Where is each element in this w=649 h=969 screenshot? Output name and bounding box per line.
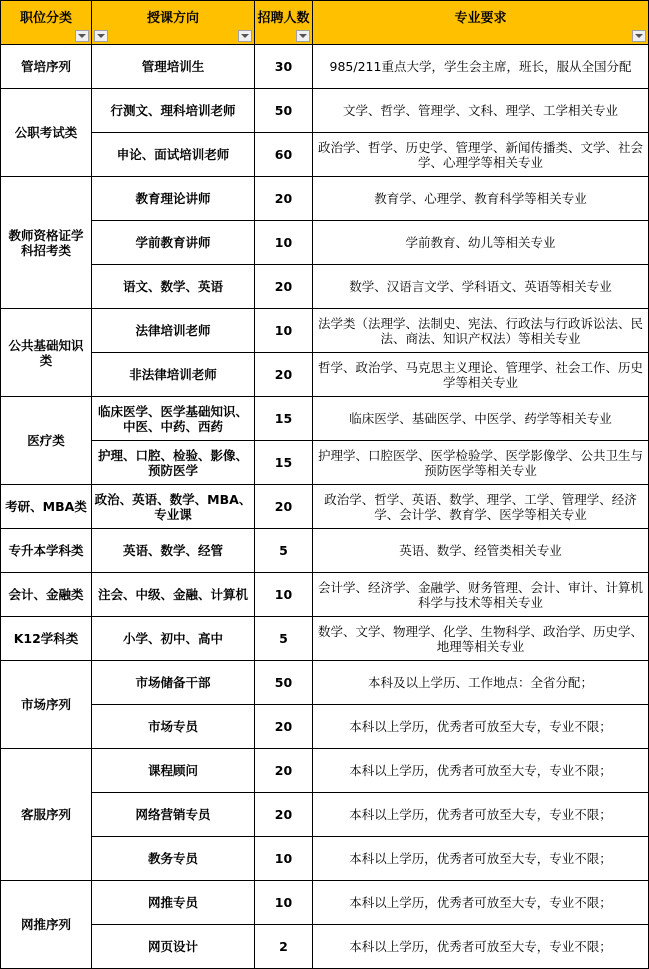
chevron-down-icon	[78, 34, 86, 38]
header-direction	[92, 1, 255, 45]
filter-dropdown-direction-left[interactable]	[94, 30, 108, 42]
direction-cell[interactable]: 护理、口腔、检验、影像、预防医学	[92, 441, 255, 485]
count-cell[interactable]: 50	[255, 661, 313, 705]
table-row	[1, 705, 649, 749]
header-count-label: 招聘人数	[257, 11, 310, 26]
count-cell[interactable]: 20	[255, 705, 313, 749]
direction-cell[interactable]: 注会、中级、金融、计算机	[92, 573, 255, 617]
direction-cell[interactable]: 申论、面试培训老师	[92, 133, 255, 177]
category-cell[interactable]: 网推序列	[1, 881, 92, 969]
category-cell[interactable]: 专升本学科类	[1, 529, 92, 573]
requirement-cell[interactable]: 法学类（法理学、法制史、宪法、行政法与行政诉讼法、民法、商法、知识产权法）等相关专业	[313, 309, 649, 353]
requirement-cell[interactable]: 临床医学、基础医学、中医学、药学等相关专业	[313, 397, 649, 441]
direction-cell[interactable]: 网络营销专员	[92, 793, 255, 837]
table-row	[1, 485, 649, 529]
requirement-cell[interactable]: 本科以上学历，优秀者可放至大专，专业不限；	[313, 749, 649, 793]
requirement-cell[interactable]: 学前教育、幼儿等相关专业	[313, 221, 649, 265]
count-cell[interactable]: 20	[255, 485, 313, 529]
category-cell[interactable]: 考研、MBA类	[1, 485, 92, 529]
category-cell[interactable]: 管培序列	[1, 45, 92, 89]
chevron-down-icon	[299, 34, 307, 38]
requirement-cell[interactable]: 本科以上学历，优秀者可放至大专，专业不限；	[313, 881, 649, 925]
count-cell[interactable]: 10	[255, 221, 313, 265]
table-row	[1, 925, 649, 969]
chevron-down-icon	[97, 34, 105, 38]
table-row	[1, 441, 649, 485]
count-cell[interactable]: 15	[255, 397, 313, 441]
header-direction-label: 授课方向	[146, 11, 199, 26]
table-row	[1, 309, 649, 353]
requirement-cell[interactable]: 数学、汉语言文学、学科语文、英语等相关专业	[313, 265, 649, 309]
requirement-cell[interactable]: 本科及以上学历、工作地点：全省分配；	[313, 661, 649, 705]
direction-cell[interactable]: 网页设计	[92, 925, 255, 969]
header-count	[255, 1, 313, 45]
direction-cell[interactable]: 管理培训生	[92, 45, 255, 89]
header-row	[1, 1, 649, 45]
direction-cell[interactable]: 非法律培训老师	[92, 353, 255, 397]
direction-cell[interactable]: 教务专员	[92, 837, 255, 881]
count-cell[interactable]: 20	[255, 749, 313, 793]
header-requirement-label: 专业要求	[454, 11, 507, 26]
direction-cell[interactable]: 市场储备干部	[92, 661, 255, 705]
count-cell[interactable]: 2	[255, 925, 313, 969]
requirement-cell[interactable]: 本科以上学历，优秀者可放至大专，专业不限；	[313, 925, 649, 969]
count-cell[interactable]: 50	[255, 89, 313, 133]
direction-cell[interactable]: 网推专员	[92, 881, 255, 925]
requirement-cell[interactable]: 政治学、哲学、历史学、管理学、新闻传播类、文学、社会学、心理学等相关专业	[313, 133, 649, 177]
requirement-cell[interactable]: 本科以上学历，优秀者可放至大专，专业不限；	[313, 837, 649, 881]
requirement-cell[interactable]: 本科以上学历，优秀者可放至大专，专业不限；	[313, 705, 649, 749]
table-row	[1, 89, 649, 133]
table-row	[1, 397, 649, 441]
category-cell[interactable]: 公共基础知识类	[1, 309, 92, 397]
count-cell[interactable]: 20	[255, 265, 313, 309]
count-cell[interactable]: 5	[255, 617, 313, 661]
header-category-label: 职位分类	[19, 11, 72, 26]
requirement-cell[interactable]: 政治学、哲学、英语、数学、理学、工学、管理学、经济学、会计学、教育学、医学等相关专业	[313, 485, 649, 529]
direction-cell[interactable]: 语文、数学、英语	[92, 265, 255, 309]
requirement-cell[interactable]: 本科以上学历，优秀者可放至大专，专业不限；	[313, 793, 649, 837]
direction-cell[interactable]: 教育理论讲师	[92, 177, 255, 221]
table-row	[1, 573, 649, 617]
table-row	[1, 353, 649, 397]
table-row	[1, 529, 649, 573]
category-cell[interactable]: 医疗类	[1, 397, 92, 485]
count-cell[interactable]: 60	[255, 133, 313, 177]
header-category	[1, 1, 92, 45]
filter-dropdown-requirement[interactable]	[632, 30, 646, 42]
table-row	[1, 617, 649, 661]
table-row	[1, 133, 649, 177]
count-cell[interactable]: 15	[255, 441, 313, 485]
direction-cell[interactable]: 课程顾问	[92, 749, 255, 793]
requirement-cell[interactable]: 文学、哲学、管理学、文科、理学、工学相关专业	[313, 89, 649, 133]
category-cell[interactable]: 公职考试类	[1, 89, 92, 177]
count-cell[interactable]: 30	[255, 45, 313, 89]
requirement-cell[interactable]: 会计学、经济学、金融学、财务管理、会计、审计、计算机科学与技术等相关专业	[313, 573, 649, 617]
count-cell[interactable]: 10	[255, 573, 313, 617]
direction-cell[interactable]: 政治、英语、数学、MBA、专业课	[92, 485, 255, 529]
table-row	[1, 837, 649, 881]
filter-dropdown-category[interactable]	[75, 30, 89, 42]
table-row	[1, 749, 649, 793]
count-cell[interactable]: 20	[255, 353, 313, 397]
requirement-cell[interactable]: 教育学、心理学、教育科学等相关专业	[313, 177, 649, 221]
direction-cell[interactable]: 市场专员	[92, 705, 255, 749]
direction-cell[interactable]: 法律培训老师	[92, 309, 255, 353]
count-cell[interactable]: 20	[255, 177, 313, 221]
header-requirement	[313, 1, 649, 45]
count-cell[interactable]: 5	[255, 529, 313, 573]
table-row	[1, 265, 649, 309]
table-row	[1, 881, 649, 925]
table-row	[1, 793, 649, 837]
requirement-cell[interactable]: 哲学、政治学、马克思主义理论、管理学、社会工作、历史学等相关专业	[313, 353, 649, 397]
requirement-cell[interactable]: 数学、文学、物理学、化学、生物科学、政治学、历史学、地理等相关专业	[313, 617, 649, 661]
category-cell[interactable]: 会计、金融类	[1, 573, 92, 617]
count-cell[interactable]: 10	[255, 837, 313, 881]
chevron-down-icon	[635, 34, 643, 38]
direction-cell[interactable]: 学前教育讲师	[92, 221, 255, 265]
direction-cell[interactable]: 行测文、理科培训老师	[92, 89, 255, 133]
count-cell[interactable]: 10	[255, 309, 313, 353]
direction-cell[interactable]: 小学、初中、高中	[92, 617, 255, 661]
count-cell[interactable]: 20	[255, 793, 313, 837]
table-row	[1, 45, 649, 89]
filter-dropdown-direction[interactable]	[238, 30, 252, 42]
direction-cell[interactable]: 英语、数学、经管	[92, 529, 255, 573]
requirement-cell[interactable]: 985/211重点大学，学生会主席，班长，服从全国分配	[313, 45, 649, 89]
table-row	[1, 177, 649, 221]
requirement-cell[interactable]: 护理学、口腔医学、医学检验学、医学影像学、公共卫生与预防医学等相关专业	[313, 441, 649, 485]
category-cell[interactable]: K12学科类	[1, 617, 92, 661]
category-cell[interactable]: 客服序列	[1, 749, 92, 881]
chevron-down-icon	[241, 34, 249, 38]
direction-cell[interactable]: 临床医学、医学基础知识、中医、中药、西药	[92, 397, 255, 441]
category-cell[interactable]: 教师资格证学科招考类	[1, 177, 92, 309]
filter-dropdown-count[interactable]	[296, 30, 310, 42]
table-row	[1, 661, 649, 705]
table-row	[1, 221, 649, 265]
category-cell[interactable]: 市场序列	[1, 661, 92, 749]
requirement-cell[interactable]: 英语、数学、经管类相关专业	[313, 529, 649, 573]
count-cell[interactable]: 10	[255, 881, 313, 925]
